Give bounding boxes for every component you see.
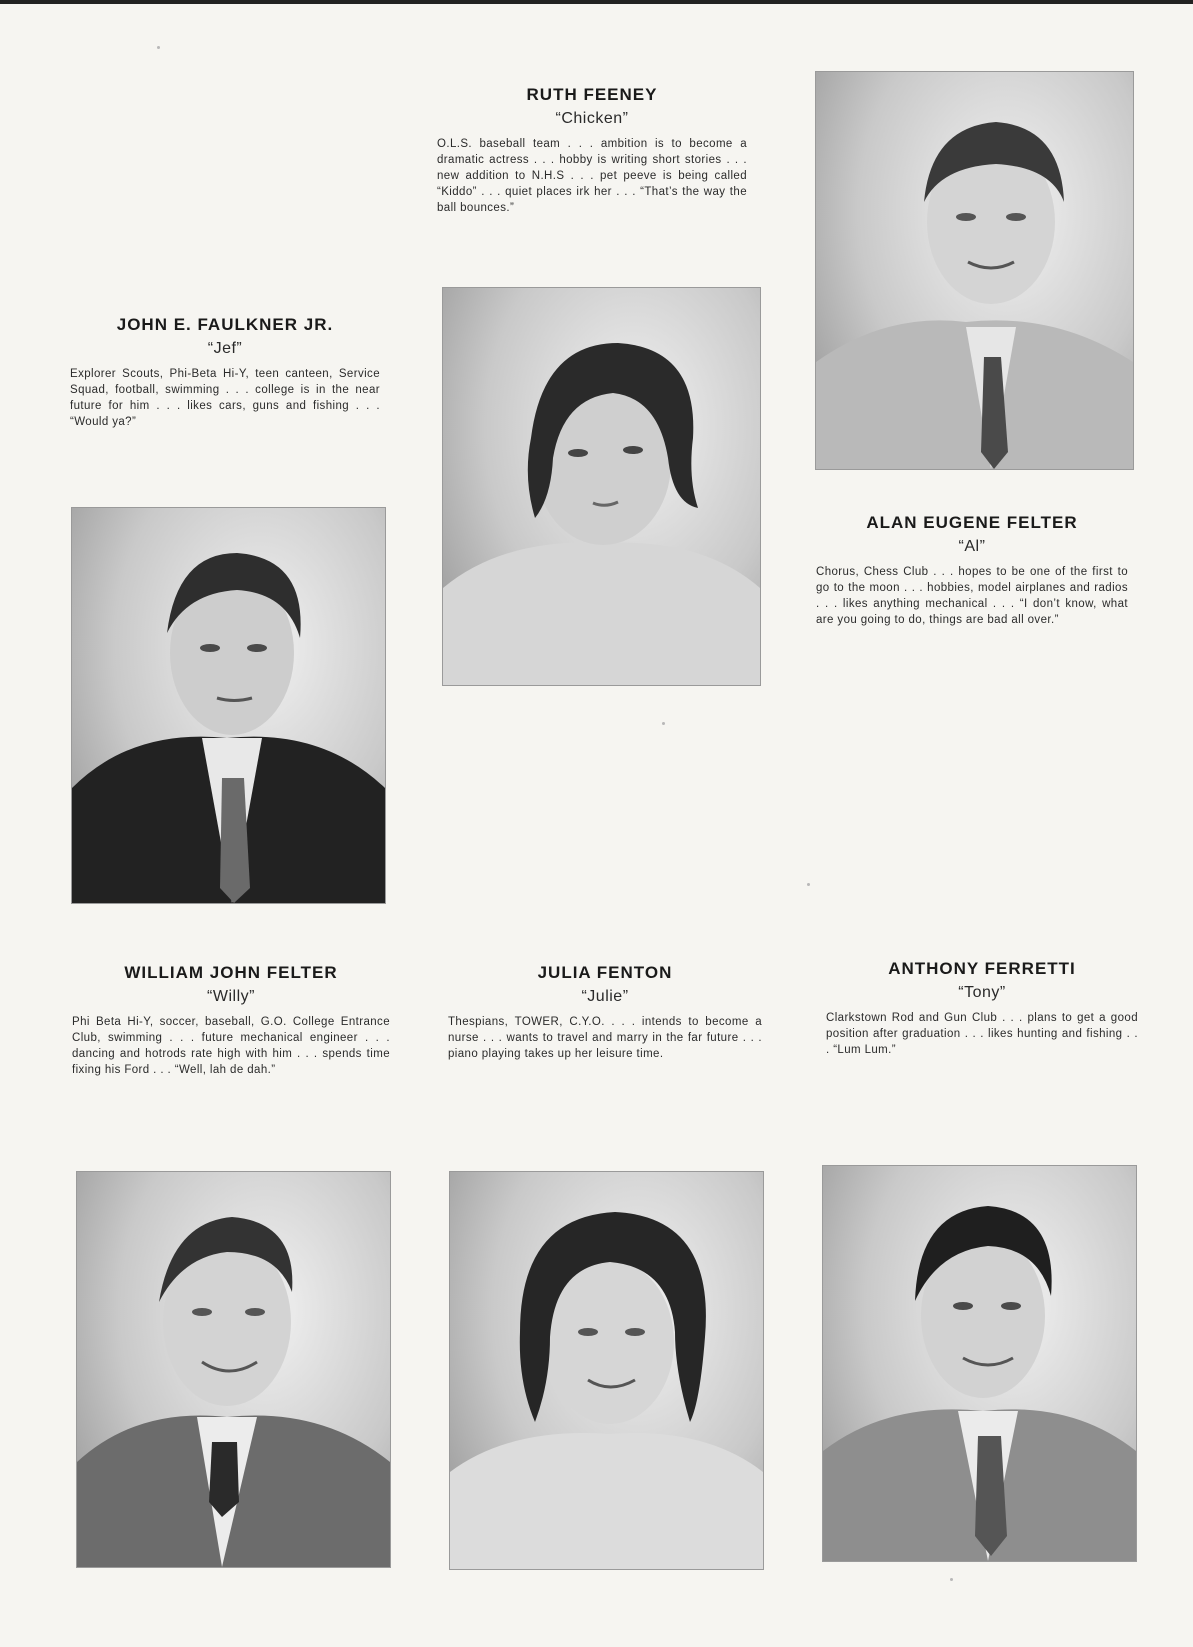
student-bio: Clarkstown Rod and Gun Club . . . plans to get a good position after graduation . . . likes hunting and fishing . . . “Lum Lum.” — [826, 1012, 1138, 1056]
student-nickname: “Jef” — [207, 340, 243, 357]
portrait-illustration — [72, 508, 385, 903]
student-entry-william-felter — [72, 962, 390, 1078]
student-nickname: “Chicken” — [555, 110, 629, 127]
student-name: WILLIAM JOHN FELTER — [124, 963, 338, 982]
portrait-illustration — [816, 72, 1133, 469]
print-speck — [662, 722, 665, 725]
student-name: RUTH FEENEY — [526, 85, 658, 104]
student-nickname: “Willy” — [207, 988, 255, 1005]
student-entry-alan-felter — [816, 512, 1128, 628]
student-name: ANTHONY FERRETTI — [888, 959, 1076, 978]
portrait-photo-julia-fenton — [450, 1172, 763, 1569]
portrait-photo-anthony-ferretti — [823, 1166, 1136, 1561]
student-bio: Chorus, Chess Club . . . hopes to be one of the first to go to the moon . . . hobbies, model airplanes and radios . . . likes anything mechanical . . . “I don’t know, what are you going to do, things are bad all over.” — [816, 566, 1128, 626]
student-name: JOHN E. FAULKNER JR. — [116, 315, 334, 334]
portrait-illustration — [77, 1172, 390, 1567]
student-entry-julia-fenton — [448, 962, 762, 1062]
portrait-photo-john-faulkner — [72, 508, 385, 903]
portrait-illustration — [450, 1172, 763, 1569]
print-speck — [950, 1578, 953, 1581]
portrait-illustration — [823, 1166, 1136, 1561]
student-name: ALAN EUGENE FELTER — [866, 513, 1078, 532]
student-nickname: “Tony” — [958, 984, 1006, 1001]
portrait-photo-ruth-feeney — [443, 288, 760, 685]
portrait-photo-alan-felter — [816, 72, 1133, 469]
student-bio: Explorer Scouts, Phi-Beta Hi-Y, teen canteen, Service Squad, football, swimming . . . college is in the near future for him . . . likes cars, guns and fishing . . . “Would ya?” — [70, 368, 380, 428]
student-entry-ruth-feeney — [437, 84, 747, 216]
student-bio: Phi Beta Hi-Y, soccer, baseball, G.O. College Entrance Club, swimming . . . future mechanical engineer . . . dancing and hotrods rate high with him . . . spends time fixing his Ford . . . “Well, lah de dah.” — [72, 1016, 390, 1076]
portrait-illustration — [443, 288, 760, 685]
print-speck — [807, 883, 810, 886]
student-entry-john-faulkner — [70, 314, 380, 430]
student-nickname: “Al” — [958, 538, 986, 555]
student-name: JULIA FENTON — [537, 963, 673, 982]
portrait-photo-william-felter — [77, 1172, 390, 1567]
student-bio: Thespians, TOWER, C.Y.O. . . . intends to become a nurse . . . wants to travel and marry in the far future . . . piano playing takes up her leisure time. — [448, 1016, 762, 1060]
student-nickname: “Julie” — [581, 988, 629, 1005]
student-bio: O.L.S. baseball team . . . ambition is to become a dramatic actress . . . hobby is writing short stories . . . new addition to N.H.S . . . pet peeve is being called “Kiddo” . . . quiet places irk her . . . “That’s the way the ball bounces.” — [437, 138, 747, 214]
page-top-rule — [0, 0, 1193, 4]
student-entry-anthony-ferretti — [826, 958, 1138, 1058]
print-speck — [157, 46, 160, 49]
